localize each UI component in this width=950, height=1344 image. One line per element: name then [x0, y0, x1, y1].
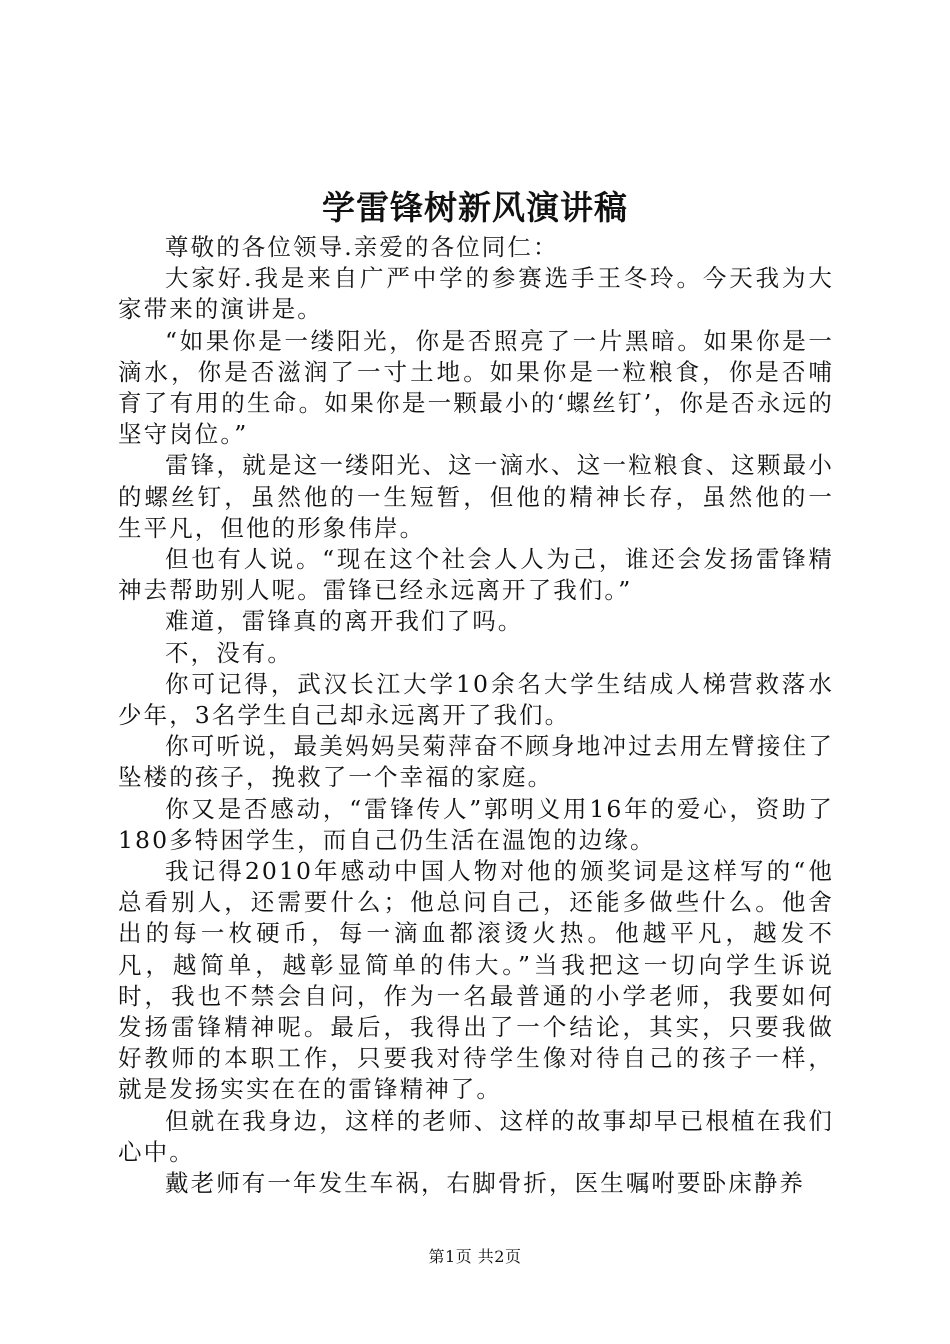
paragraph-greeting: 尊敬的各位领导.亲爱的各位同仁：	[165, 233, 559, 261]
paragraph-nearby-stories: 但就在我身边，这样的老师、这样的故事却早已根植在我们心中。	[118, 1106, 834, 1166]
paragraph-quote: “如果你是一缕阳光，你是否照亮了一片黑暗。如果你是一滴水，你是否滋润了一寸土地。如果你是一粒粮食，你是否哺育了有用的生命。如果你是一颗最小的‘螺丝钉’，你是否永远的坚守岗位。”	[118, 326, 834, 449]
paragraph-question: 难道，雷锋真的离开我们了吗。	[165, 607, 524, 636]
paragraph-award-reflection: 我记得2010年感动中国人物对他的颁奖词是这样写的“他总看别人，还需要什么；他总问自己，还能多做些什么。他舍出的每一枚硬币，每一滴血都滚烫火热。他越平凡，越发不凡，越简单，越彰显简单的伟大。”当我把这一切向学生诉说时，我也不禁会自问，作为一名最普通的小学老师，我要如何发扬雷锋精神呢。最后，我得出了一个结论，其实，只要我做好教师的本职工作，只要我对待学生像对待自己的孩子一样，就是发扬实实在在的雷锋精神了。	[118, 857, 834, 1104]
document-title: 学雷锋树新风演讲稿	[322, 188, 628, 227]
paragraph-students-example: 你可记得，武汉长江大学10余名大学生结成人梯营救落水少年，3名学生自己却永远离开了我们。	[118, 669, 834, 730]
document-body	[118, 232, 834, 1199]
paragraph-doubt: 但也有人说。“现在这个社会人人为己，谁还会发扬雷锋精神去帮助别人呢。雷锋已经永远离开了我们。”	[118, 545, 834, 605]
paragraph-introduction: 大家好.我是来自广严中学的参赛选手王冬玲。今天我为大家带来的演讲是。	[118, 264, 834, 324]
paragraph-teacher-dai: 戴老师有一年发生车祸，右脚骨折，医生嘱咐要卧床静养	[165, 1169, 805, 1198]
paragraph-mother-example: 你可听说，最美妈妈吴菊萍奋不顾身地冲过去用左臂接住了坠楼的孩子，挽救了一个幸福的家庭。	[118, 732, 834, 792]
paragraph-lei-feng: 雷锋，就是这一缕阳光、这一滴水、这一粒粮食、这颗最小的螺丝钉，虽然他的一生短暂，但他的精神长存，虽然他的一生平凡，但他的形象伟岸。	[118, 451, 834, 542]
paragraph-guo-example: 你又是否感动，“雷锋传人”郭明义用16年的爱心，资助了180多特困学生，而自己仍生活在温饱的边缘。	[118, 794, 834, 854]
paragraph-answer: 不，没有。	[165, 638, 293, 667]
page-number-footer: 第1页 共2页	[428, 1247, 522, 1266]
